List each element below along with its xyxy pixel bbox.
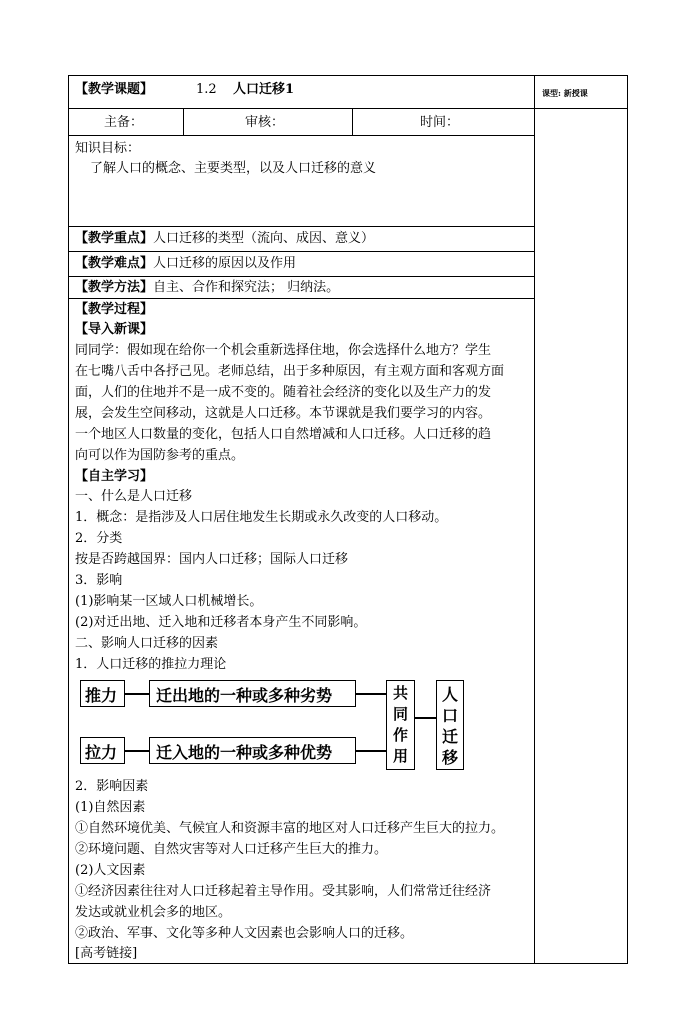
- pull-connector: [125, 750, 149, 752]
- section1-line: 按是否跨越国界：国内人口迁移；国际人口迁移: [75, 552, 349, 567]
- row-divider-difficulty: [68, 276, 535, 277]
- intro-line: 在七嘴八舌中各抒己见。老师总结，出于多种原因，有主观方面和客观方面: [75, 364, 505, 379]
- difficulty-text: 人口迁移的原因以及作用: [153, 256, 297, 271]
- intro-line: 同同学：假如现在给你一个机会重新选择住地，你会选择什么地方？学生: [75, 343, 492, 358]
- method-label: 【教学方法】: [75, 280, 154, 295]
- staff-col-divider-1: [183, 108, 184, 136]
- result-char: 移: [442, 748, 458, 767]
- pull-label: 拉力: [85, 743, 118, 762]
- joint-char: 共: [393, 684, 408, 702]
- joint-to-result-connector: [415, 717, 436, 719]
- joint-char: 同: [393, 705, 408, 723]
- row-divider-keypoint: [68, 251, 535, 252]
- staff-col-divider-2: [352, 108, 353, 136]
- result-char: 口: [442, 706, 458, 725]
- self-study-heading: 【自主学习】: [75, 469, 154, 484]
- section2-line: ①经济因素往往对人口迁移起着主导作用。受其影响，人们常常迁往经济: [75, 884, 492, 899]
- objectives-text: 了解人口的概念、主要类型，以及人口迁移的意义: [90, 161, 377, 176]
- course-type: 课型: 新授课: [542, 88, 588, 98]
- joint-char: 用: [393, 747, 408, 765]
- method-text: 自主、合作和探究法； 归纳法。: [153, 280, 340, 295]
- section1-line: 1．人口迁移的推拉力理论: [75, 657, 227, 672]
- reviewer-label: 审核：: [245, 115, 285, 130]
- section1-line: 二、影响人口迁移的因素: [75, 636, 219, 651]
- table-bottom-border: [68, 963, 628, 964]
- push-box: [80, 680, 125, 707]
- table-top-border: [68, 75, 628, 76]
- push-connector: [125, 693, 149, 695]
- topic-title: 人口迁移1: [233, 82, 295, 97]
- section2-line: 发达或就业机会多的地区。: [75, 905, 232, 920]
- section2-line: (2)人文因素: [75, 863, 146, 878]
- row-divider-objectives: [68, 226, 535, 227]
- key-point-row: [75, 229, 374, 248]
- section1-line: (1)影响某一区域人口机械增长。: [75, 594, 263, 609]
- row-divider-header: [68, 108, 628, 109]
- objectives-heading: 知识目标：: [75, 141, 141, 156]
- process-heading: 【教学过程】: [75, 302, 154, 317]
- row-divider-staff: [68, 135, 535, 136]
- section2-line: 2．影响因素: [75, 779, 149, 794]
- section1-line: 2．分类: [75, 531, 123, 546]
- table-left-border: [68, 75, 69, 964]
- joint-char: 作: [393, 726, 408, 744]
- section1-line: 一、什么是人口迁移: [75, 489, 193, 504]
- difficulty-row: [75, 254, 296, 273]
- table-right-border: [627, 75, 628, 964]
- section2-line: ②环境问题、自然灾害等对人口迁移产生巨大的推力。: [75, 842, 388, 857]
- intro-line: 向可以作为国防参考的重点。: [75, 448, 245, 463]
- method-row: [75, 278, 339, 297]
- pull-box: [80, 737, 125, 764]
- push-to-joint-connector: [356, 693, 386, 695]
- intro-line: 展，会发生空间移动，这就是人口迁移。本节课就是我们要学习的内容。: [75, 406, 492, 421]
- intro-heading: 【导入新课】: [75, 322, 154, 337]
- section2-line: (1)自然因素: [75, 800, 146, 815]
- joint-action-box: [386, 680, 415, 770]
- topic-number: 1.2: [196, 82, 217, 97]
- result-char: 人: [442, 685, 458, 704]
- pull-desc-label: 迁入地的一种或多种优势: [156, 743, 333, 762]
- section1-line: (2)对迁出地、迁入地和迁移者本身产生不同影响。: [75, 615, 367, 630]
- push-label: 推力: [85, 686, 118, 705]
- row-divider-method: [68, 298, 535, 299]
- push-desc-box: [149, 680, 356, 707]
- key-point-text: 人口迁移的类型（流向、成因、意义）: [153, 231, 375, 246]
- exam-link-label: [高考链接]: [75, 946, 138, 961]
- intro-line: 面，人们的住地并不是一成不变的。随着社会经济的变化以及生产力的发: [75, 385, 492, 400]
- intro-line: 一个地区人口数量的变化，包括人口自然增减和人口迁移。人口迁移的趋: [75, 427, 492, 442]
- result-char: 迁: [442, 727, 458, 746]
- difficulty-label: 【教学难点】: [75, 256, 154, 271]
- push-desc-label: 迁出地的一种或多种劣势: [156, 686, 333, 705]
- key-point-label: 【教学重点】: [75, 231, 154, 246]
- section1-line: 3．影响: [75, 573, 123, 588]
- pull-to-joint-connector: [356, 750, 386, 752]
- side-column-divider: [534, 75, 535, 964]
- section1-line: 1．概念：是指涉及人口居住地发生长期或永久改变的人口移动。: [75, 510, 448, 525]
- topic-label: 【教学课题】: [75, 82, 154, 97]
- time-label: 时间：: [420, 115, 460, 130]
- section2-line: ②政治、军事、文化等多种人文因素也会影响人口的迁移。: [75, 926, 414, 941]
- migration-result-box: [436, 680, 464, 770]
- lead-preparer-label: 主备：: [104, 115, 144, 130]
- section2-line: ①自然环境优美、气候宜人和资源丰富的地区对人口迁移产生巨大的拉力。: [75, 821, 505, 836]
- pull-desc-box: [149, 737, 356, 764]
